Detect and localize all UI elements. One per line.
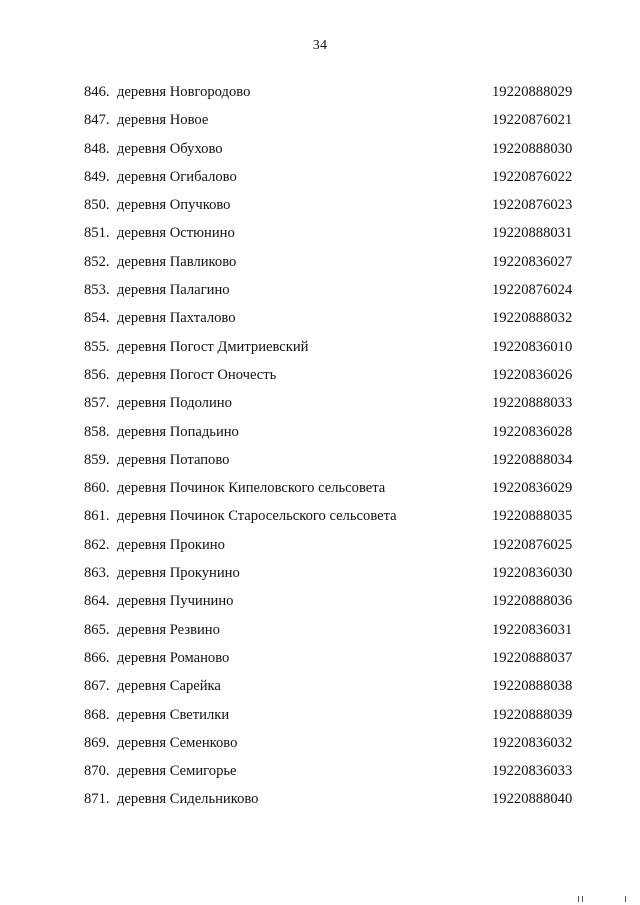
entry-name: деревня Огибалово bbox=[117, 168, 237, 185]
entry-code: 19220888033 bbox=[492, 395, 573, 412]
list-item bbox=[0, 278, 640, 306]
list-item bbox=[0, 561, 640, 589]
entry-number: 869. bbox=[84, 734, 110, 751]
list-item bbox=[0, 703, 640, 731]
list-item bbox=[0, 363, 640, 391]
entry-number: 851. bbox=[84, 225, 110, 242]
entry-number: 853. bbox=[84, 282, 110, 299]
entry-name: деревня Потапово bbox=[117, 451, 230, 468]
entry-number: 850. bbox=[84, 197, 110, 214]
entry-number: 846. bbox=[84, 84, 110, 100]
scan-mark bbox=[578, 896, 579, 902]
entry-number: 864. bbox=[84, 593, 110, 610]
entry-code: 19220888037 bbox=[492, 649, 573, 666]
list-item bbox=[0, 646, 640, 674]
entry-name: деревня Семенково bbox=[117, 734, 238, 751]
entry-number: 868. bbox=[84, 706, 110, 723]
entry-name: деревня Романово bbox=[117, 649, 230, 666]
entry-number: 849. bbox=[84, 168, 110, 185]
entry-name: деревня Починок Старосельского сельсовета bbox=[117, 508, 397, 525]
entry-name: деревня Погост Дмитриевский bbox=[117, 338, 309, 355]
entry-number: 862. bbox=[84, 536, 110, 553]
entry-name: деревня Обухово bbox=[117, 140, 223, 157]
entry-code: 19220876023 bbox=[492, 197, 573, 214]
entry-number: 865. bbox=[84, 621, 110, 638]
entry-name: деревня Сарейка bbox=[117, 678, 221, 695]
entry-code: 19220888034 bbox=[492, 451, 573, 468]
entry-number: 859. bbox=[84, 451, 110, 468]
list-item bbox=[0, 589, 640, 617]
entry-name: деревня Остюнино bbox=[117, 225, 235, 242]
entry-name: деревня Опучково bbox=[117, 197, 231, 214]
entry-number: 854. bbox=[84, 310, 110, 327]
entry-name: деревня Пучинино bbox=[117, 593, 234, 610]
entry-number: 848. bbox=[84, 140, 110, 157]
entry-name: деревня Подолино bbox=[117, 395, 232, 412]
list-item bbox=[0, 504, 640, 532]
page-number: 34 bbox=[312, 38, 328, 53]
entry-code: 19220836026 bbox=[492, 366, 573, 383]
entry-name: деревня Прокино bbox=[117, 536, 225, 553]
entry-code: 19220888039 bbox=[492, 706, 573, 723]
entry-number: 860. bbox=[84, 480, 110, 497]
entry-name: деревня Попадьино bbox=[117, 423, 239, 440]
entry-code: 19220836029 bbox=[492, 480, 573, 497]
list-item bbox=[0, 335, 640, 363]
entry-number: 861. bbox=[84, 508, 110, 525]
entry-number: 855. bbox=[84, 338, 110, 355]
list-item bbox=[0, 137, 640, 165]
entry-name: деревня Погост Оночесть bbox=[117, 366, 277, 383]
entry-code: 19220836031 bbox=[492, 621, 573, 638]
entry-number: 863. bbox=[84, 565, 110, 582]
entry-code: 19220888032 bbox=[492, 310, 573, 327]
entry-name: деревня Палагино bbox=[117, 282, 230, 299]
entry-code: 19220888038 bbox=[492, 678, 573, 695]
entry-code: 19220836010 bbox=[492, 338, 573, 355]
entry-code: 19220888031 bbox=[492, 225, 573, 242]
entry-name: деревня Павликово bbox=[117, 253, 237, 270]
scan-mark bbox=[625, 896, 626, 902]
list-item bbox=[0, 80, 640, 108]
list-item bbox=[0, 391, 640, 419]
entry-name: деревня Сидельниково bbox=[117, 791, 259, 808]
list-item bbox=[0, 674, 640, 702]
entry-number: 856. bbox=[84, 366, 110, 383]
entry-name: деревня Светилки bbox=[117, 706, 230, 723]
entry-number: 867. bbox=[84, 678, 110, 695]
list-item bbox=[0, 250, 640, 278]
entry-number: 857. bbox=[84, 395, 110, 412]
entry-code: 19220836032 bbox=[492, 734, 573, 751]
entry-name: деревня Семигорье bbox=[117, 763, 237, 780]
entry-name: деревня Новгородово bbox=[117, 84, 251, 100]
entry-code: 19220876025 bbox=[492, 536, 573, 553]
entry-name: деревня Починок Кипеловского сельсовета bbox=[117, 480, 386, 497]
entry-number: 871. bbox=[84, 791, 110, 808]
entry-code: 19220836027 bbox=[492, 253, 573, 270]
list-item bbox=[0, 533, 640, 561]
entry-code: 19220888040 bbox=[492, 791, 573, 808]
settlement-list bbox=[0, 80, 640, 816]
entry-number: 866. bbox=[84, 649, 110, 666]
entry-name: деревня Резвино bbox=[117, 621, 220, 638]
entry-code: 19220888030 bbox=[492, 140, 573, 157]
entry-code: 19220836033 bbox=[492, 763, 573, 780]
entry-number: 847. bbox=[84, 112, 110, 129]
scan-mark bbox=[582, 896, 583, 902]
list-item bbox=[0, 193, 640, 221]
entry-code: 19220888035 bbox=[492, 508, 573, 525]
entry-number: 852. bbox=[84, 253, 110, 270]
list-item bbox=[0, 618, 640, 646]
entry-code: 19220836030 bbox=[492, 565, 573, 582]
list-item bbox=[0, 108, 640, 136]
list-item bbox=[0, 420, 640, 448]
list-item bbox=[0, 476, 640, 504]
list-item bbox=[0, 448, 640, 476]
entry-code: 19220836028 bbox=[492, 423, 573, 440]
list-item bbox=[0, 165, 640, 193]
entry-code: 19220876021 bbox=[492, 112, 573, 129]
list-item bbox=[0, 731, 640, 759]
entry-name: деревня Пахталово bbox=[117, 310, 236, 327]
entry-name: деревня Новое bbox=[117, 112, 209, 129]
entry-code: 19220876022 bbox=[492, 168, 573, 185]
entry-number: 858. bbox=[84, 423, 110, 440]
entry-code: 19220888029 bbox=[492, 84, 573, 100]
entry-number: 870. bbox=[84, 763, 110, 780]
list-item bbox=[0, 787, 640, 815]
list-item bbox=[0, 759, 640, 787]
entry-name: деревня Прокунино bbox=[117, 565, 240, 582]
list-item bbox=[0, 306, 640, 334]
entry-code: 19220888036 bbox=[492, 593, 573, 610]
scan-corner-marks bbox=[578, 896, 634, 904]
entry-code: 19220876024 bbox=[492, 282, 573, 299]
list-item bbox=[0, 221, 640, 249]
